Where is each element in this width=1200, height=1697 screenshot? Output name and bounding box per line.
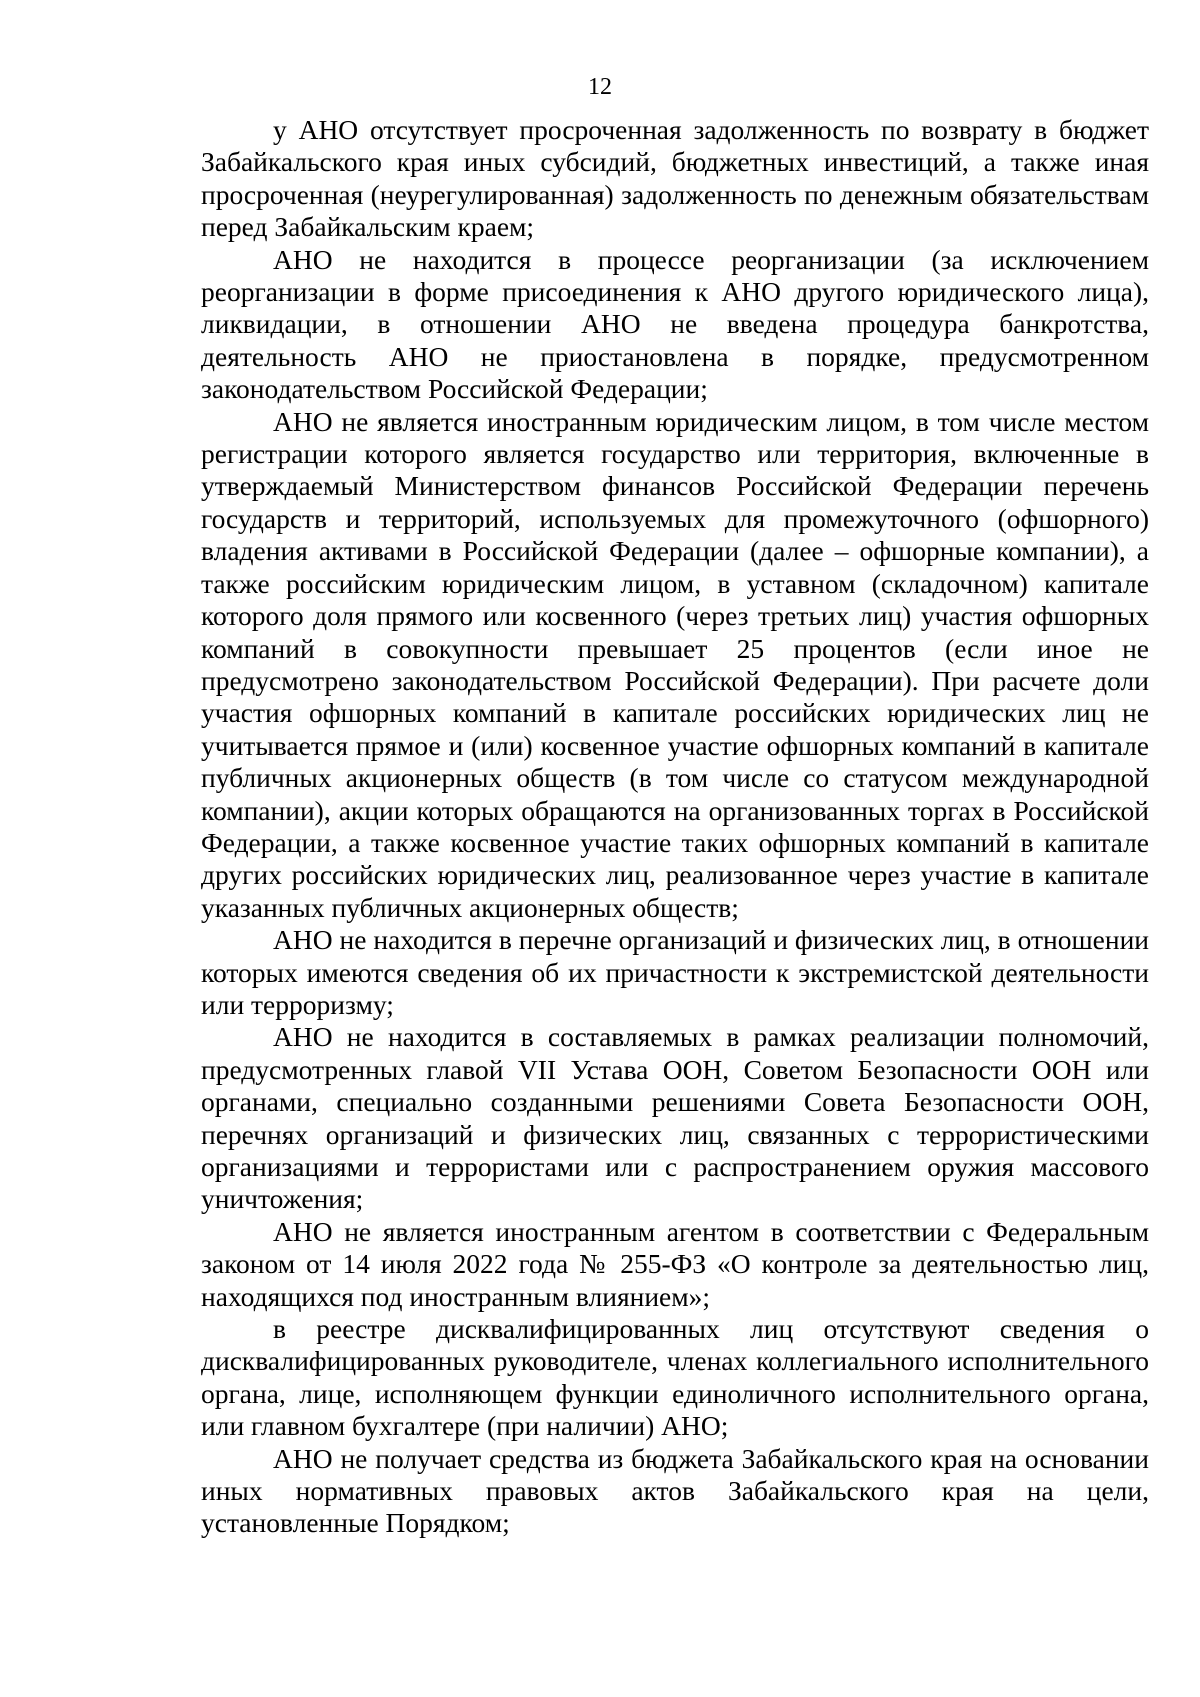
paragraph-no-disqualified-persons: в реестре дисквалифицированных лиц отсутствуют сведения о дисквалифицированных руководителе, членах коллегиального исполнительного органа, лице, исполняющем функции единоличного исполнительного органа, или главном бухгалтере (при наличии) АНО;: [201, 1313, 1149, 1442]
page-number: 12: [588, 74, 612, 100]
paragraph-not-foreign-entity: АНО не является иностранным юридическим лицом, в том числе местом регистрации которого является государство или территория, включенные в утверждаемый Министерством финансов Российской Федерации перечень государств и территорий, используемых для промежуточного (офшорного) владения активами в Российской Федерации (далее – офшорные компании), а также российским юридическим лицом, в уставном (складочном) капитале которого доля прямого или косвенного (через третьих лиц) участия офшорных компаний в совокупности превышает 25 процентов (если иное не предусмотрено законодательством Российской Федерации). При расчете доли участия офшорных компаний в капитале российских юридических лиц не учитывается прямое и (или) косвенное участие офшорных компаний в капитале публичных акционерных обществ (в том числе со статусом международной компании), акции которых обращаются на организованных торгах в Российской Федерации, а также косвенное участие таких офшорных компаний в капитале других российских юридических лиц, реализованное через участие в капитале указанных публичных акционерных обществ;: [201, 405, 1149, 923]
paragraph-no-overdue-debt: у АНО отсутствует просроченная задолженность по возврату в бюджет Забайкальского края иных субсидий, бюджетных инвестиций, а также иная просроченная (неурегулированная) задолженность по денежным обязательствам перед Забайкальским краем;: [201, 114, 1149, 243]
paragraph-no-reorganization: АНО не находится в процессе реорганизации (за исключением реорганизации в форме присоединения к АНО другого юридического лица), ликвидации, в отношении АНО не введена процедура банкротства, деятельность АНО не приостановлена в порядке, предусмотренном законодательством Российской Федерации;: [201, 243, 1149, 405]
paragraph-not-in-un-sanctions-list: АНО не находится в составляемых в рамках реализации полномочий, предусмотренных главой VII Устава ООН, Советом Безопасности ООН или органами, специально созданными решениями Совета Безопасности ООН, перечнях организаций и физических лиц, связанных с террористическими организациями и террористами или с распространением оружия массового уничтожения;: [201, 1021, 1149, 1215]
paragraph-not-in-extremism-list: АНО не находится в перечне организаций и физических лиц, в отношении которых имеются сведения об их причастности к экстремистской деятельности или терроризму;: [201, 924, 1149, 1020]
paragraph-no-other-budget-funds: АНО не получает средства из бюджета Забайкальского края на основании иных нормативных правовых актов Забайкальского края на цели, установленные Порядком;: [201, 1442, 1149, 1539]
paragraph-not-foreign-agent: АНО не является иностранным агентом в соответствии с Федеральным законом от 14 июля 2022 года № 255-ФЗ «О контроле за деятельностью лиц, находящихся под иностранным влиянием»;: [201, 1215, 1149, 1312]
document-body: [201, 114, 1149, 1540]
